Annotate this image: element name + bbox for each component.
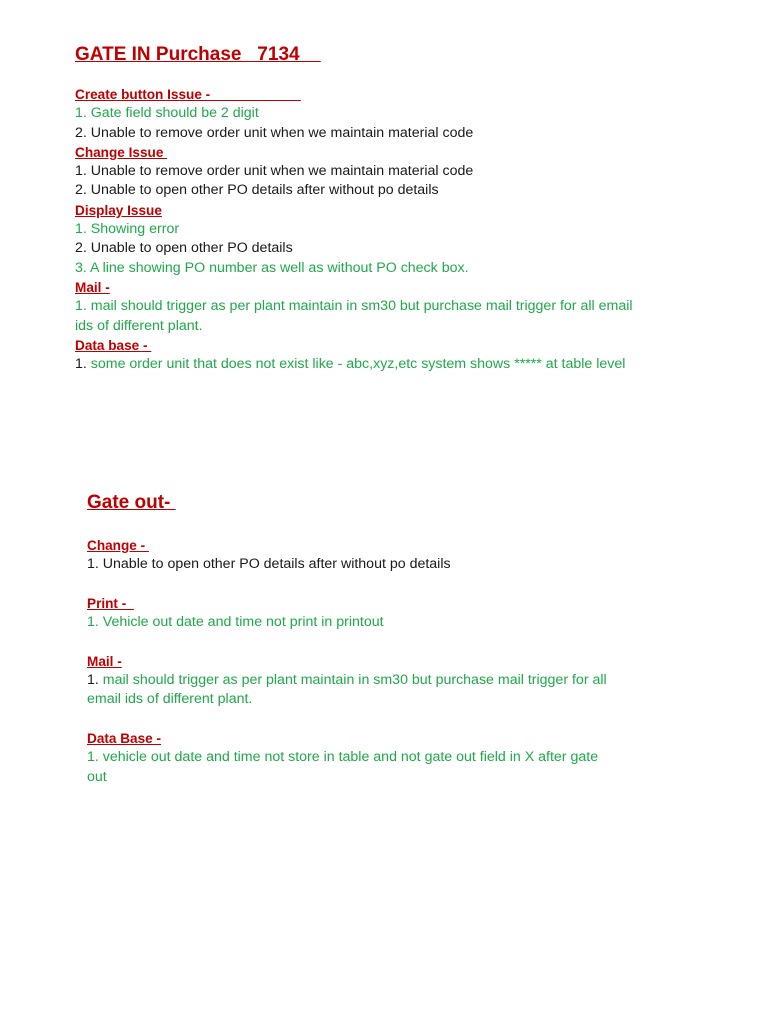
issue-heading: Change Issue: [75, 144, 168, 160]
spacer: [87, 710, 607, 729]
issue-item: [75, 355, 635, 374]
issue-item-text: 2. Unable to open other PO details: [75, 240, 293, 257]
issue-item-text: 1. Showing error: [75, 221, 180, 238]
issue-item-text: 1. vehicle out date and time not store in table and not gate out field in X after gate out: [87, 749, 599, 785]
issue-item-text: 1. Gate field should be 2 digit: [75, 105, 259, 122]
issue-item-text: 2. Unable to open other PO details after without po details: [75, 182, 439, 199]
gate-out-title: Gate out-: [87, 492, 176, 513]
issue-item-text: some order unit that does not exist like - abc,xyz,etc system shows ***** at table level: [90, 356, 626, 373]
issue-heading: Print -: [87, 595, 134, 611]
spacer: [87, 632, 607, 651]
gate-out-section: [87, 490, 607, 787]
issue-item: [75, 124, 635, 143]
issue-item-text: 2. Unable to remove order unit when we maintain material code: [75, 124, 474, 141]
issue-heading: Change -: [87, 538, 149, 553]
issue-item-text: 1. mail should trigger as per plant maintain in sm30 but purchase mail trigger for all email ids of different plant.: [75, 298, 633, 334]
issue-item: [75, 104, 635, 123]
issue-item-text: 1. Unable to open other PO details after without po details: [87, 556, 451, 573]
issue-item: [75, 162, 635, 181]
issue-heading: Mail -: [87, 653, 122, 669]
issue-heading: Data base -: [75, 337, 152, 353]
issue-heading: Mail -: [75, 279, 110, 295]
issue-heading: Data Base -: [87, 730, 162, 746]
issue-item: [87, 671, 607, 710]
issue-item: [75, 297, 635, 336]
issue-item: [75, 239, 635, 258]
issue-item: [75, 181, 635, 200]
gate-in-section: [75, 42, 635, 374]
issue-item-text: 3. A line showing PO number as well as without PO check box.: [75, 259, 469, 276]
gate-in-title: GATE IN Purchase 7134: [75, 44, 321, 65]
issue-item-text: 1. Vehicle out date and time not print in printout: [87, 614, 384, 631]
gate-out-issue-list: [87, 536, 607, 787]
issue-item: [75, 259, 635, 278]
spacer: [87, 575, 607, 594]
issue-item: [87, 613, 607, 632]
issue-item: [75, 220, 635, 239]
issue-item-number: 1.: [87, 672, 103, 689]
issue-heading: Create button Issue -: [75, 87, 301, 102]
issue-item-number: 1.: [75, 356, 91, 373]
issue-item-text: 1. Unable to remove order unit when we maintain material code: [75, 163, 474, 180]
issue-item-text: mail should trigger as per plant maintain in sm30 but purchase mail trigger for all email ids of different plant.: [87, 672, 607, 708]
issue-item: [87, 555, 607, 574]
gate-in-issue-list: [75, 85, 635, 374]
issue-item: [87, 748, 607, 787]
issue-heading: Display Issue: [75, 202, 162, 218]
